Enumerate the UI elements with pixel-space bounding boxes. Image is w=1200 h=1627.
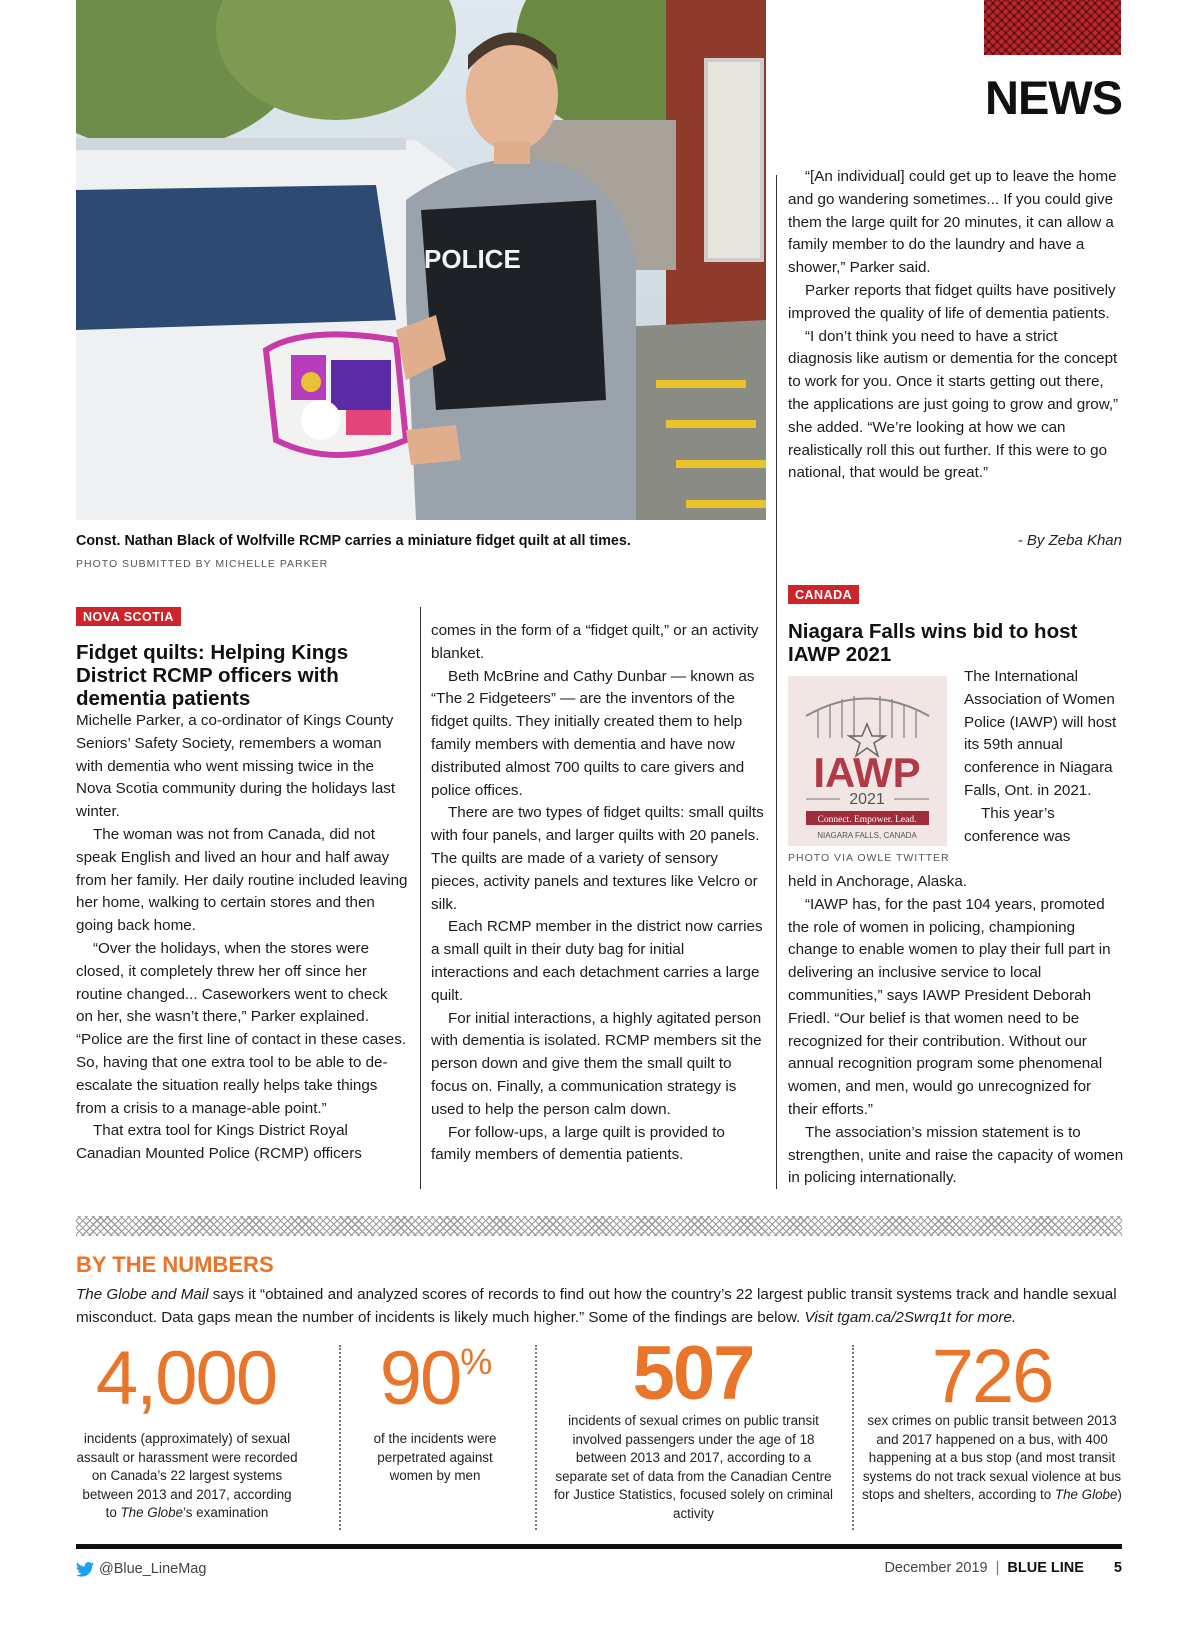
twitter-handle: @Blue_LineMag — [99, 1561, 207, 1577]
region-tag: NOVA SCOTIA — [76, 607, 181, 626]
article-headline: Niagara Falls wins bid to host IAWP 2021 — [788, 620, 1078, 666]
logo-tagline: Connect. Empower. Lead. — [817, 815, 917, 825]
paragraph: “I don’t think you need to have a strict diagnosis like autism or dementia for the concept to work for you. Once it starts getting out there, the applications are just going to grow and grow,” she added. “We’re looking at how we can realistically roll this out further. If this were to go national, that would be great.” — [788, 327, 1119, 482]
stat-divider — [339, 1345, 341, 1530]
intro-link[interactable]: Visit tgam.ca/2Swrq1t for more. — [804, 1308, 1017, 1326]
paragraph: The association’s mission statement is to strengthen, unite and raise the capacity of women in policing internationally. — [788, 1123, 1124, 1187]
stat-value — [350, 1335, 520, 1422]
vest-text: POLICE — [424, 244, 521, 274]
article-column-1 — [76, 710, 408, 1166]
article-headline: Fidget quilts: Helping Kings District RCMP officers with dementia patients — [76, 641, 349, 710]
stat-desc-end: ) — [1117, 1487, 1122, 1503]
article-byline: - By Zeba Khan — [1017, 532, 1122, 549]
stat-desc-end: ’s examination — [183, 1505, 269, 1521]
paragraph: “Over the holidays, when the stores were closed, it completely threw her off since her routine changed... Caseworkers went to check on her, she wasn’t there,” Parker explained. “Police are the first line of contact in these cases. So, having that one extra tool to be able to de-escalate the situation really helps take things from a crisis to a manage-able point.” — [76, 939, 407, 1117]
stat-divider — [535, 1345, 537, 1530]
by-the-numbers-intro — [76, 1284, 1122, 1330]
stat-description: of the incidents were perpetrated against women by men — [373, 1431, 497, 1484]
paragraph: “[An individual] could get up to leave the home and go wandering sometimes... If you could give them the large quilt for 20 minutes, it can allow a family member to do the laundry and have a shower,” Parker said. — [788, 168, 1117, 277]
stat-description — [76, 1430, 298, 1523]
footer-social[interactable] — [76, 1561, 206, 1577]
iawp-body — [788, 871, 1124, 1190]
stat-divider — [852, 1345, 854, 1530]
paragraph: The International Association of Women Police (IAWP) will host its 59th annual conference in Niagara Falls, Ont. in 2021. — [964, 668, 1117, 799]
intro-source: The Globe and Mail — [76, 1286, 209, 1303]
stat-value: 4,000 — [95, 1336, 277, 1421]
by-the-numbers-title: BY THE NUMBERS — [76, 1252, 274, 1277]
paragraph: Michelle Parker, a co-ordinator of Kings County Seniors’ Safety Society, remembers a woman with dementia who went missing twice in the Nova Scotia community during the holidays last winter. — [76, 712, 396, 821]
footer-rule — [76, 1544, 1122, 1549]
stat-value-number: 90 — [379, 1336, 461, 1421]
column-divider-2 — [776, 175, 777, 1189]
footer-separator: | — [995, 1560, 1000, 1576]
iawp-logo — [788, 676, 947, 846]
region-tag: CANADA — [788, 585, 859, 604]
stat-value: 726 — [931, 1334, 1053, 1419]
paragraph: There are two types of fidget quilts: small quilts with four panels, and larger quilts with 20 panels. The quilts are made of a variety of sensory pieces, activity panels and textures like Velcro or silk. — [431, 804, 764, 913]
logo-location: NIAGARA FALLS, CANADA — [817, 831, 917, 840]
paragraph: Each RCMP member in the district now carries a small quilt in their duty bag for initial interactions and each detachment carries a large quilt. — [431, 918, 763, 1004]
article-fidget-quilts — [76, 607, 406, 626]
paragraph: For follow-ups, a large quilt is provided to family members of dementia patients. — [431, 1123, 725, 1164]
stat-desc-text: sex crimes on public transit between 2013 and 2017 happened on a bus, with 400 happening at a bus stop (and most transit systems do not track sexual violence at bus stops and shelters, according to — [862, 1413, 1122, 1503]
page-number: 5 — [1113, 1560, 1122, 1576]
paragraph: “IAWP has, for the past 104 years, promoted the role of women in policing, championing change to enable women to play their full part in delivering an inclusive service to local communities,” says IAWP President Deborah Friedl. “Our belief is that women need to be recognized for their contribution. Without our annual recognition program some phenomenal women, and men, would go unrecognized for their efforts.” — [788, 895, 1111, 1118]
logo-name: IAWP — [813, 749, 921, 796]
twitter-icon — [76, 1562, 94, 1577]
footer-meta — [884, 1560, 1122, 1576]
paragraph: This year’s conference was — [964, 804, 1071, 845]
photo-illustration — [76, 0, 766, 520]
paragraph: Beth McBrine and Cathy Dunbar — known as “The 2 Fidgeteers” — are the inventors of the fidget quilts. They initially created them to help family members with dementia and have now distributed almost 700 quilts to care givers and police offices. — [431, 667, 755, 799]
stat-value-unit: % — [460, 1341, 491, 1382]
iawp-wrap-text — [964, 666, 1122, 848]
column-divider-1 — [420, 607, 421, 1189]
article-photo — [76, 0, 766, 520]
magazine-brand: BLUE LINE — [1007, 1560, 1084, 1576]
section-title: NEWS — [985, 71, 1122, 124]
article-column-2 — [431, 620, 765, 1167]
stat-value: 507 — [632, 1331, 754, 1416]
section-divider-band — [76, 1216, 1122, 1236]
section-pattern-block — [984, 0, 1121, 55]
paragraph: The woman was not from Canada, did not speak English and lived an hour and half away from her family. Her daily routine included leaving her home, walking to certain stores and then going back home. — [76, 825, 408, 935]
iawp-photo-credit: PHOTO VIA OWLE TWITTER — [788, 852, 950, 864]
article-column-3 — [788, 166, 1120, 485]
paragraph: For initial interactions, a highly agitated person with dementia is isolated. RCMP members sit the person down and give them the small quilt to focus on. Finally, a communication strategy is used to help the person calm down. — [431, 1009, 762, 1118]
intro-text: says it “obtained and analyzed scores of records to find out how the country’s 22 largest public transit systems track and handle sexual misconduct. Data gaps mean the number of incidents is likely much higher.” Some of the findings are below. — [76, 1286, 1117, 1326]
stat-description: incidents of sexual crimes on public transit involved passengers under the age of 18 between 2013 and 2017, according to a separate set of data from the Canadian Centre for Justice Statistics, focused solely on criminal activity — [553, 1413, 834, 1521]
stat-desc-source: The Globe — [1054, 1487, 1118, 1503]
logo-year: 2021 — [849, 791, 885, 808]
paragraph: Parker reports that fidget quilts have positively improved the quality of life of dementia patients. — [788, 281, 1116, 322]
issue-date: December 2019 — [884, 1560, 988, 1576]
paragraph: That extra tool for Kings District Royal Canadian Mounted Police (RCMP) officers — [76, 1122, 362, 1163]
photo-caption: Const. Nathan Black of Wolfville RCMP carries a miniature fidget quilt at all times. — [76, 533, 631, 549]
photo-credit: PHOTO SUBMITTED BY MICHELLE PARKER — [76, 558, 329, 570]
stat-desc-source: The Globe — [120, 1505, 184, 1521]
paragraph: held in Anchorage, Alaska. — [788, 873, 968, 890]
stat-description — [862, 1412, 1122, 1505]
paragraph: comes in the form of a “fidget quilt,” or an activity blanket. — [431, 622, 759, 662]
article-iawp — [788, 585, 859, 604]
stat-desc-text: incidents (approximately) of sexual assault or harassment were recorded on Canada’s 22 largest systems between 2013 and 2017, according to — [76, 1431, 298, 1521]
